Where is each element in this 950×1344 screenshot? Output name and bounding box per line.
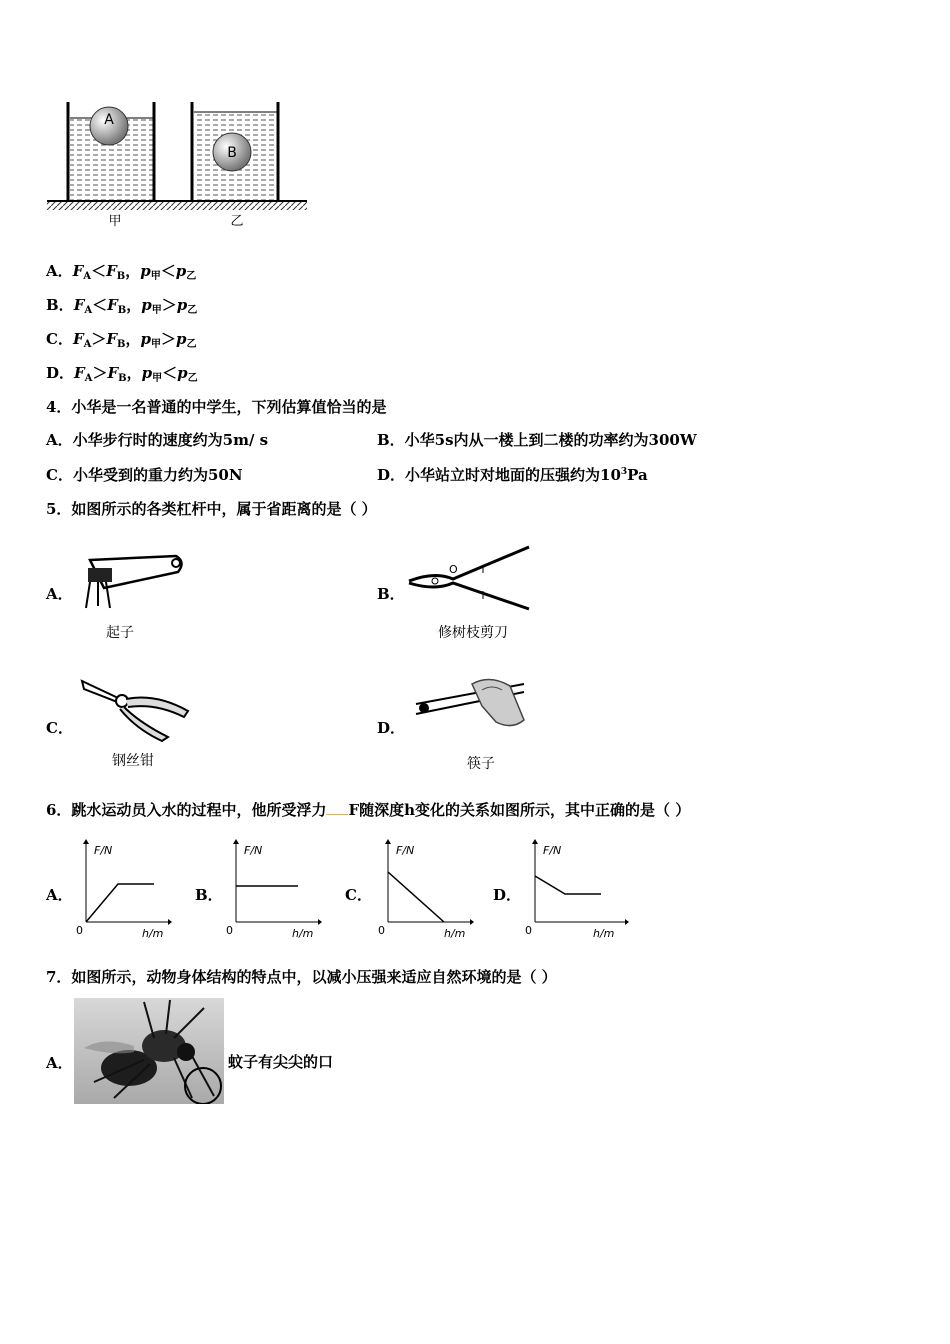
scissors-pivot-label: O (449, 563, 458, 576)
graph-b-ylabel: F/N (244, 844, 263, 857)
q5-option-b-letter[interactable]: B． (377, 585, 405, 603)
q5-option-c-letter[interactable]: C． (46, 719, 73, 737)
graph-d-xlabel: h/m (593, 927, 615, 940)
q5-caption-d: 筷子 (467, 756, 495, 772)
q4-option-c[interactable]: C．小华受到的重力约为50N (46, 466, 243, 484)
q6-graph-d (521, 838, 629, 943)
q6-option-d-letter[interactable]: D． (493, 886, 522, 904)
graph-c-ylabel: F/N (396, 844, 415, 857)
q5-caption-a: 起子 (106, 625, 134, 641)
q3-option-d[interactable]: D．$F_A>F_B$，$p_甲<p_乙$ (46, 364, 198, 384)
q3-option-b[interactable]: B．$F_A<F_B$，$p_甲>p_乙$ (46, 296, 198, 316)
q5-caption-c: 钢丝钳 (112, 753, 154, 769)
q4-stem: 4．小华是一名普通的中学生，下列估算值恰当的是 (46, 398, 387, 416)
graph-a-ylabel: F/N (94, 844, 113, 857)
q3-figure (45, 98, 310, 233)
containers-diagram (45, 98, 310, 233)
label-jia: 甲 (108, 214, 122, 229)
graph-d-origin: 0 (525, 924, 532, 937)
q4-option-a[interactable]: A．小华步行时的速度约为5m/ s (46, 431, 269, 449)
q6-option-a-letter[interactable]: A． (46, 886, 73, 904)
graph-c-curve (388, 872, 444, 922)
chopsticks-image (412, 670, 537, 745)
q6-graph-b (222, 838, 322, 943)
graph-d-curve (535, 876, 601, 894)
q6-stem: 6．跳水运动员入水的过程中，他所受浮力 F随深度h变化的关系如图所示，其中正确的是（ ） (46, 801, 691, 819)
ball-b-label: B (227, 145, 237, 161)
highlight-circle (185, 1068, 221, 1104)
q7-option-a-text: 蚊子有尖尖的口 (228, 1053, 334, 1071)
q5-option-d-letter[interactable]: D． (377, 719, 406, 737)
graph-d-ylabel: F/N (543, 844, 562, 857)
q6-graph-c (374, 838, 474, 943)
ground-hatch (47, 202, 307, 210)
graph-a-origin: 0 (76, 924, 83, 937)
graph-b-origin: 0 (226, 924, 233, 937)
ball-a-label: A (104, 112, 114, 128)
q6-graph-a (72, 838, 172, 943)
graph-b-xlabel: h/m (292, 927, 314, 940)
q5-caption-b: 修树枝剪刀 (438, 625, 508, 641)
bottle-opener-image (78, 548, 188, 618)
pruning-shears-image (405, 543, 535, 618)
mosquito-image (74, 998, 224, 1104)
q7-option-a-letter[interactable]: A． (46, 1054, 73, 1072)
q5-option-a-letter[interactable]: A． (46, 585, 73, 603)
q6-option-c-letter[interactable]: C． (345, 886, 372, 904)
graph-c-xlabel: h/m (444, 927, 466, 940)
graph-c-origin: 0 (378, 924, 385, 937)
q7-stem: 7．如图所示，动物身体结构的特点中，以减小压强来适应自然环境的是（ ） (46, 968, 557, 986)
graph-a-xlabel: h/m (142, 927, 164, 940)
wire-pliers-image (76, 675, 196, 745)
q3-option-a[interactable]: A．$F_A<F_B$，$p_甲<p_乙$ (46, 262, 197, 282)
q4-option-b[interactable]: B．小华5s内从一楼上到二楼的功率约为300W (377, 431, 697, 449)
q6-option-b-letter[interactable]: B． (195, 886, 223, 904)
label-yi: 乙 (230, 214, 244, 229)
q3-option-c[interactable]: C．$F_A>F_B$，$p_甲>p_乙$ (46, 330, 197, 350)
q4-option-d[interactable]: D．小华站立时对地面的压强约为$10^3Pa$ (377, 466, 648, 484)
graph-a-curve (86, 884, 154, 922)
q5-stem: 5．如图所示的各类杠杆中，属于省距离的是（ ） (46, 500, 377, 518)
